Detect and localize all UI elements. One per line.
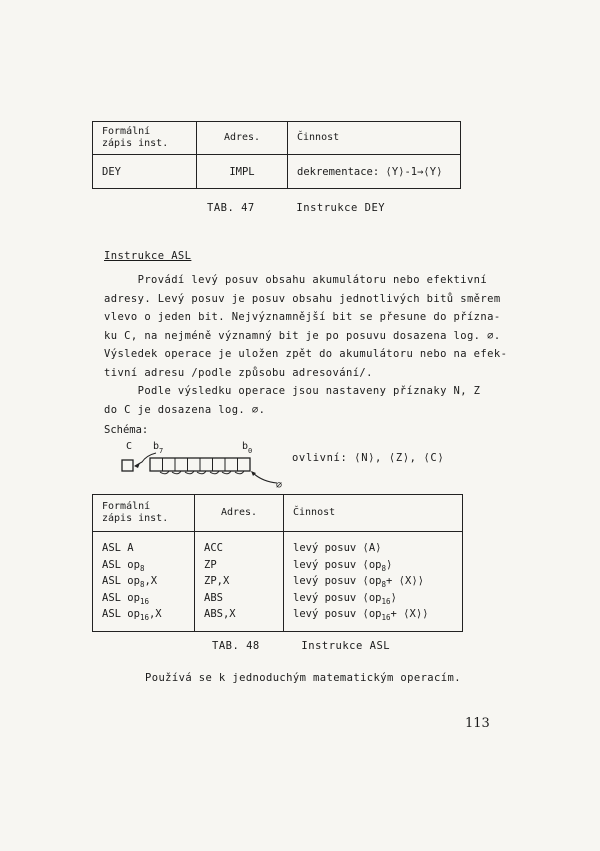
header-cinnost: Činnost: [284, 495, 463, 532]
table-header-row: [93, 122, 461, 155]
cell-adres: IMPL: [197, 155, 288, 189]
cinnost-line: levý posuv $⟨op_8+$ ⟨X⟩⟩: [293, 575, 424, 589]
footer-note: Používá se k jednoduchým matematickým operacím.: [145, 672, 461, 684]
column-cinnost: [284, 532, 463, 632]
caption-label: TAB. 47: [207, 202, 255, 214]
text-line: vlevo o jeden bit. Nejvýznamnější bit se přesune do přízna-: [104, 311, 501, 323]
caption-48: [212, 640, 390, 652]
adres-line: ACC: [204, 542, 223, 554]
cell-cinnost: dekrementace: ⟨Y⟩-1→⟨Y⟩: [288, 155, 461, 189]
cinnost-line: levý posuv $⟨op_{16}+$ ⟨X⟩⟩: [293, 608, 429, 622]
header-formal: Formální zápis inst.: [93, 122, 197, 155]
cinnost-line: levý posuv $⟨op_{16}⟩$: [293, 591, 397, 606]
text-line: ku C, na nejméně významný bit je po posuvu dosazena log. ∅.: [104, 329, 501, 342]
carry-box: [122, 460, 133, 471]
table-body-row: [93, 532, 463, 632]
text-line: Podle výsledku operace jsou nastaveny příznaky N, Z: [104, 385, 481, 397]
affected-flags: ovlivní: ⟨N⟩, ⟨Z⟩, ⟨C⟩: [292, 452, 445, 464]
adres-line: ZP,X: [204, 575, 230, 587]
cinnost-line: levý posuv ⟨A⟩: [293, 542, 382, 554]
instr-line: ASL A: [102, 542, 134, 554]
table-row: [93, 155, 461, 189]
instr-line: ASL $op_8,X$: [102, 575, 158, 589]
caption-label: TAB. 48: [212, 640, 260, 652]
caption-text: Instrukce ASL: [301, 640, 391, 652]
page-number: 113: [465, 716, 490, 731]
header-adres: Adres.: [195, 495, 284, 532]
instr-line: ASL $op_8$: [102, 558, 145, 573]
text-line: do C je dosazena log. ∅.: [104, 403, 266, 416]
adres-line: ZP: [204, 558, 217, 571]
schema-label: Schéma:: [104, 424, 149, 436]
header-cinnost: Činnost: [288, 122, 461, 155]
text-line: Provádí levý posuv obsahu akumulátoru nebo efektivní: [104, 274, 488, 286]
caption-text: Instrukce DEY: [296, 202, 386, 214]
zero-input-label: ∅: [276, 480, 283, 491]
instr-line: ASL $op_{16},X$: [102, 608, 162, 622]
table-header-row: [93, 495, 463, 532]
caption-47: [207, 202, 385, 214]
b0-label: $b_0$: [242, 441, 253, 455]
adres-line: ABS: [204, 591, 223, 604]
text-line: Výsledek operace je uložen zpět do akumulátoru nebo na efek-: [104, 348, 508, 360]
section-heading: Instrukce ASL: [104, 250, 192, 262]
shift-schema-diagram: [112, 436, 292, 492]
table-47: [92, 121, 461, 189]
adres-line: ABS,X: [204, 608, 236, 620]
header-formal: Formální zápis inst.: [93, 495, 195, 532]
table-48: [92, 494, 463, 632]
instr-line: ASL $op_{16}$: [102, 591, 149, 606]
column-instr: [93, 532, 195, 632]
b7-label: $b_7$: [153, 441, 164, 455]
text-line: tivní adresu /podle způsobu adresování/.: [104, 366, 373, 379]
c-label: C: [126, 441, 133, 452]
paragraph-1: [104, 271, 507, 419]
text-line: adresy. Levý posuv je posuv obsahu jednotlivých bitů směrem: [104, 292, 501, 305]
cinnost-line: levý posuv $⟨op_8⟩$: [293, 558, 393, 573]
column-adres: [195, 532, 284, 632]
cell-instr: DEY: [93, 155, 197, 189]
header-adres: Adres.: [197, 122, 288, 155]
